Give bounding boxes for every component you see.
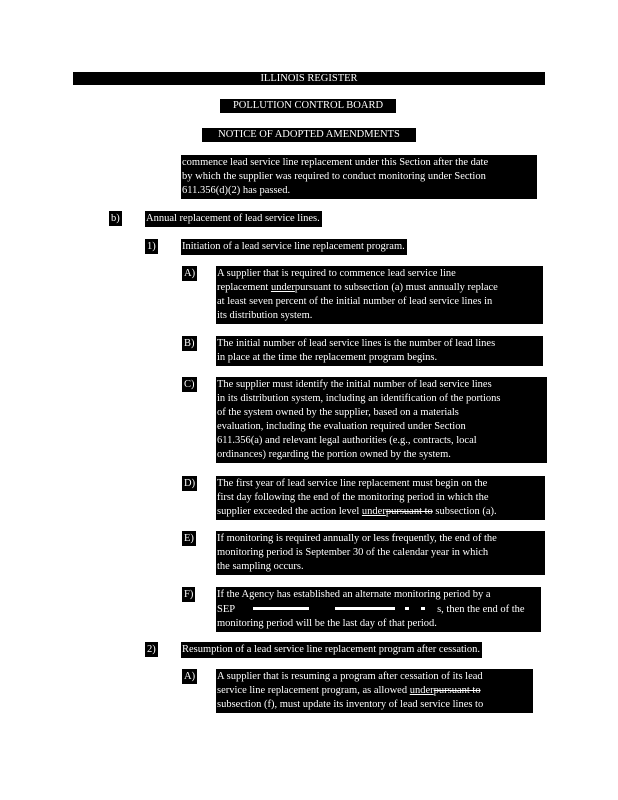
item-A-underlined-insertion: under (270, 282, 295, 293)
section-b-title-text: Annual replacement of lead service lines. (146, 213, 320, 224)
item-E-paragraph (216, 531, 545, 575)
item-2A-underlined-insertion: under (409, 685, 434, 696)
item-D-paragraph (216, 476, 545, 520)
item-2A-label: A) (184, 671, 196, 682)
item-2-title (181, 642, 482, 658)
item-B-line: in place at the time the replacement program begins. (217, 352, 438, 363)
item-2A-struck-deletion: pursuant to (433, 685, 481, 696)
item-A-line: at least seven percent of the initial number of lead service lines in (217, 296, 493, 307)
item-C-line: evaluation, including the evaluation required under Section (217, 421, 466, 432)
item-1-title (181, 239, 407, 255)
item-A-line2-post: pursuant to subsection (a) must annually replace (294, 282, 498, 293)
item-E-line: monitoring period is September 30 of the calendar year in which (217, 547, 489, 558)
redaction-mark (335, 607, 395, 610)
item-F-line (217, 602, 539, 617)
intro-line: by which the supplier was required to conduct monitoring under Section (182, 171, 486, 182)
item-D-underlined-insertion: under (361, 506, 386, 517)
item-2-label: 2) (147, 644, 156, 655)
register-title: ILLINOIS REGISTER (260, 73, 358, 84)
item-2A-line: subsection (f), must update its inventory of lead service lines to (217, 699, 484, 710)
item-D-label: D) (184, 478, 196, 489)
item-A-line (217, 281, 541, 295)
item-C-line: of the system owned by the supplier, based on a materials (217, 407, 459, 418)
item-F-label: F) (184, 589, 194, 600)
item-A-line: A supplier that is required to commence lead service line (217, 268, 456, 279)
item-F-line: monitoring period will be the last day of that period. (217, 618, 437, 629)
notice-title (202, 128, 416, 142)
item-B-label: B) (184, 338, 195, 349)
item-F-line2-pre: SEP (217, 604, 236, 615)
item-D-struck-deletion: pursuant to (385, 506, 433, 517)
item-2A-line2-pre: service line replacement program, as allowed (217, 685, 410, 696)
item-B-paragraph (216, 336, 543, 366)
item-C-line: in its distribution system, including an identification of the portions (217, 393, 501, 404)
board-title-text: POLLUTION CONTROL BOARD (232, 100, 384, 111)
item-B-line: The initial number of lead service lines is the number of lead lines (217, 338, 496, 349)
item-2-title-text: Resumption of a lead service line replacement program after cessation. (182, 644, 480, 655)
item-E-label: E) (184, 533, 194, 544)
item-C-label: C) (184, 379, 195, 390)
item-A-line: its distribution system. (217, 310, 313, 321)
item-F-paragraph (216, 587, 541, 632)
section-b-title (145, 211, 322, 227)
item-C-line: The supplier must identify the initial number of lead service lines (217, 379, 492, 390)
intro-line: commence lead service line replacement under this Section after the date (182, 157, 489, 168)
item-A-paragraph (216, 266, 543, 324)
item-C-line: 611.356(a) and relevant legal authorities (e.g., contracts, local (217, 435, 477, 446)
redaction-mark (253, 607, 309, 610)
item-C-paragraph (216, 377, 547, 463)
item-F-line: If the Agency has established an alternate monitoring period by a (217, 589, 491, 600)
item-A-label: A) (184, 268, 196, 279)
item-D-line: The first year of lead service line replacement must begin on the (217, 478, 488, 489)
item-D-line3-pre: supplier exceeded the action level (217, 506, 362, 517)
item-D-line (217, 505, 543, 519)
intro-line: 611.356(d)(2) has passed. (182, 185, 291, 196)
item-2A-line (217, 684, 531, 698)
item-C-line: ordinances) regarding the portion owned by the system. (217, 449, 451, 460)
item-E-line: the sampling occurs. (217, 561, 304, 572)
board-title (220, 99, 396, 113)
item-1-label: 1) (147, 241, 156, 252)
register-title-bar (73, 72, 545, 85)
redacted-text-block (235, 602, 437, 612)
redaction-mark (405, 607, 409, 610)
item-2A-paragraph (216, 669, 533, 713)
item-1-title-text: Initiation of a lead service line replacement program. (182, 241, 405, 252)
redaction-mark (421, 607, 425, 610)
item-D-line: first day following the end of the monitoring period in which the (217, 492, 489, 503)
section-b-label: b) (111, 213, 120, 224)
intro-paragraph (181, 155, 537, 199)
item-2A-line: A supplier that is resuming a program after cessation of its lead (217, 671, 483, 682)
item-E-line: If monitoring is required annually or less frequently, the end of the (217, 533, 497, 544)
item-D-line3-post: subsection (a). (432, 506, 497, 517)
item-F-line2-post: s, then the end of the (437, 604, 525, 615)
notice-title-text: NOTICE OF ADOPTED AMENDMENTS (218, 129, 400, 140)
item-A-line2-pre: replacement (217, 282, 271, 293)
